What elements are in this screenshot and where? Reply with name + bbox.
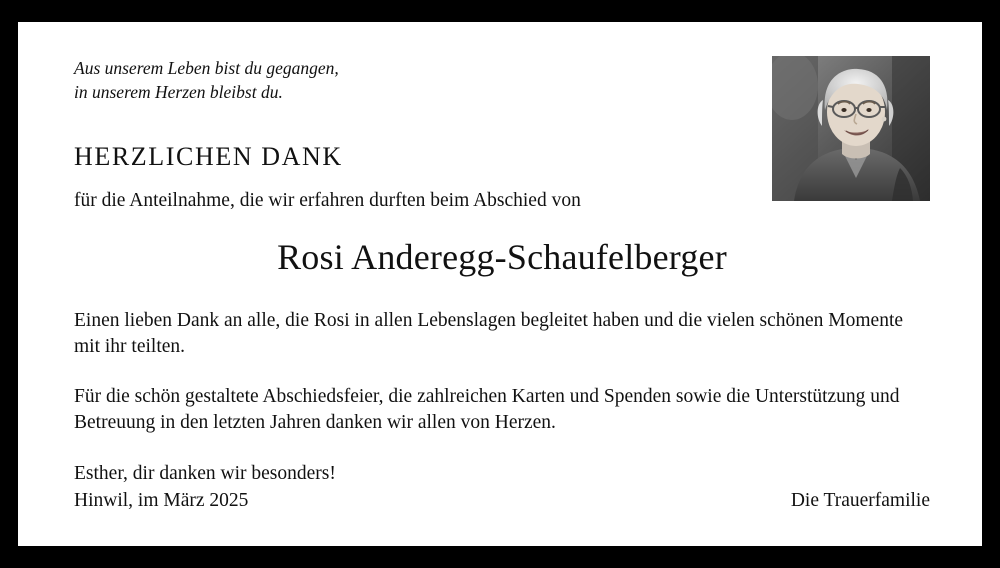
epitaph-line-1: Aus unserem Leben bist du gegangen, (74, 58, 339, 78)
signature: Die Trauerfamilie (790, 490, 930, 511)
special-thanks-line: Esther, dir danken wir besonders! (74, 462, 336, 484)
epitaph-line-2: in unserem Herzen bleibst du. (74, 82, 283, 103)
thanks-heading: HERZLICHEN DANK (74, 142, 343, 172)
intro-line: für die Anteilnahme, die wir erfahren durften beim Abschied von (74, 190, 581, 212)
paragraph-two: Für die schön gestaltete Abschiedsfeier, die zahlreichen Karten und Spenden sowie die Unterstützung und Betreuung in den letzten Jahren danken wir allen von Herzen. (74, 385, 900, 433)
epitaph-verse (74, 56, 634, 104)
deceased-name: Rosi Anderegg-Schaufelberger (277, 237, 727, 278)
obituary-card (18, 22, 982, 546)
portrait-photo (772, 56, 930, 201)
place-and-date: Hinwil, im März 2025 (74, 490, 249, 511)
footer (74, 490, 930, 512)
paragraph-one: Einen lieben Dank an alle, die Rosi in allen Lebenslagen begleitet haben und die vielen schönen Momente mit ihr teilten. (74, 310, 904, 358)
portrait-image (772, 56, 930, 201)
